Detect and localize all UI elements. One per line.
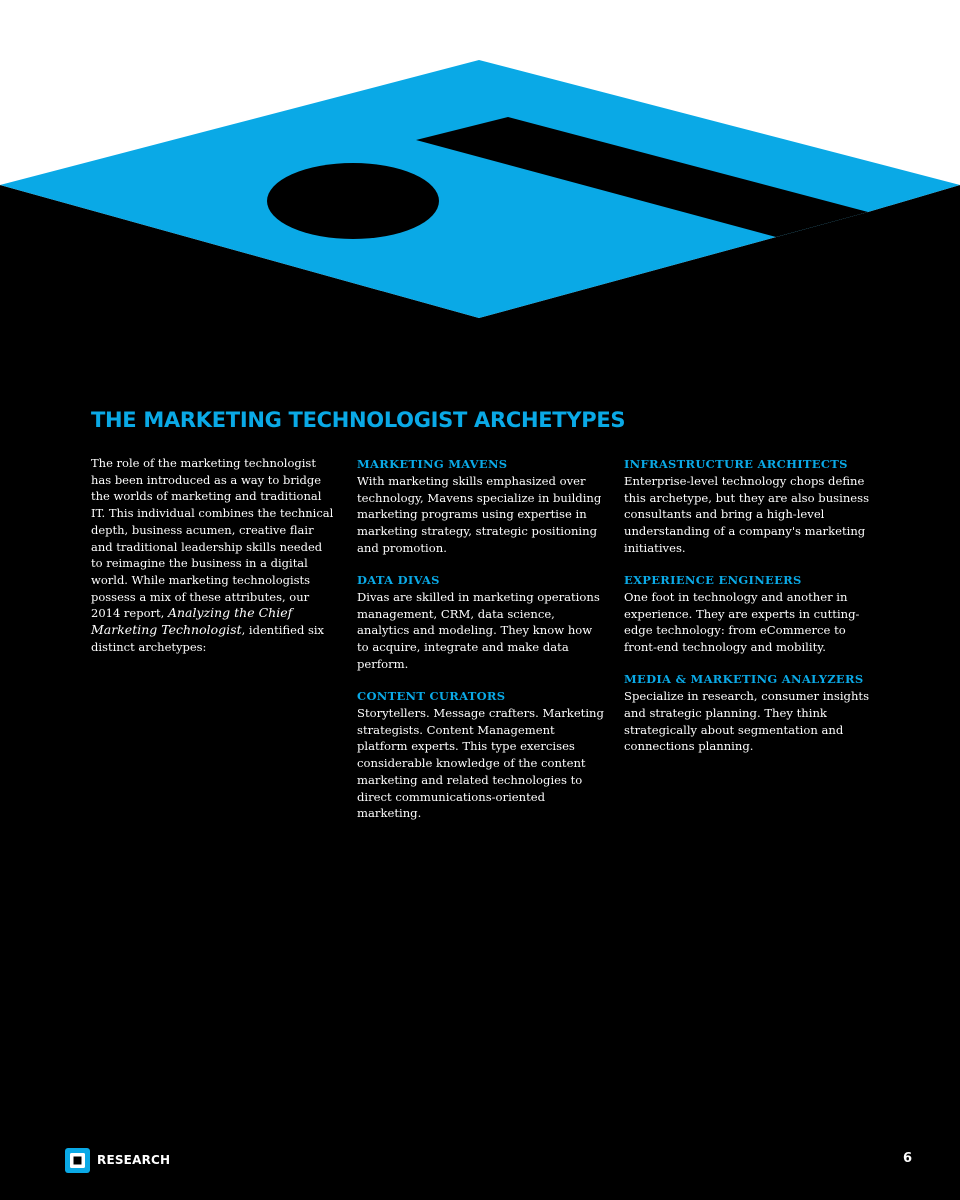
hero-oval-cutout	[267, 163, 439, 239]
archetype-data-divas	[357, 572, 604, 673]
archetype-heading: MARKETING MAVENS	[357, 457, 508, 471]
archetype-media-marketing-analyzers	[624, 671, 876, 755]
page-number: 6	[902, 1151, 912, 1166]
archetype-heading: CONTENT CURATORS	[357, 689, 506, 704]
archetype-description: With marketing skills emphasized over technology, Mavens specialize in building marketing programs using expertise in marketing strategy, strategic positioning and promotion.	[357, 474, 602, 555]
intro-paragraph	[91, 455, 334, 655]
archetype-description: One foot in technology and another in experience. They are experts in cutting-edge technology: from eCommerce to front-end technology and mobility.	[624, 590, 860, 655]
archetype-heading: MEDIA & MARKETING ANALYZERS	[624, 672, 864, 687]
archetype-heading: EXPERIENCE ENGINEERS	[624, 573, 802, 588]
archetypes-column-right	[624, 455, 876, 771]
research-logo-core	[74, 1157, 82, 1165]
archetype-description: Storytellers. Message crafters. Marketing strategists. Content Management platform experts. This type exercises considerable knowledge of the content marketing and related technologies to direct communications-oriented marketing.	[357, 706, 604, 821]
archetype-content-curators	[357, 688, 604, 822]
archetype-heading: INFRASTRUCTURE ARCHITECTS	[624, 457, 848, 471]
archetype-infrastructure-architects	[624, 456, 876, 557]
hero-logo-graphic	[0, 0, 960, 330]
page-title: THE MARKETING TECHNOLOGIST ARCHETYPES	[91, 408, 626, 432]
archetype-description: Enterprise-level technology chops define this archetype, but they are also business consultants and bring a high-level understanding of a company's marketing initiatives.	[624, 474, 870, 555]
intro-text-start: The role of the marketing technologist has been introduced as a way to bridge the worlds of marketing and traditional IT. This individual combines the technical depth, business acumen, creative flair and traditional leadership skills needed to reimagine the business in a digital world. While marketing technologists possess a mix of these attributes, our 2014 report,	[91, 456, 334, 621]
intro-column	[91, 455, 334, 655]
research-logo-icon	[65, 1148, 90, 1173]
archetype-description: Specialize in research, consumer insights and strategic planning. They think strategically about segmentation and connections planning.	[624, 689, 870, 754]
archetype-heading: DATA DIVAS	[357, 573, 440, 588]
archetype-experience-engineers	[624, 572, 876, 656]
footer-research-label: RESEARCH	[97, 1153, 171, 1167]
archetype-marketing-mavens	[357, 456, 604, 557]
intro-text-end: , identified six distinct archetypes:	[91, 623, 325, 654]
report-title: Analyzing the Chief Marketing Technologist	[91, 605, 293, 638]
archetypes-column-middle	[357, 455, 604, 837]
archetype-description: Divas are skilled in marketing operations management, CRM, data science, analytics and modeling. They know how to acquire, integrate and make data perform.	[357, 590, 600, 671]
